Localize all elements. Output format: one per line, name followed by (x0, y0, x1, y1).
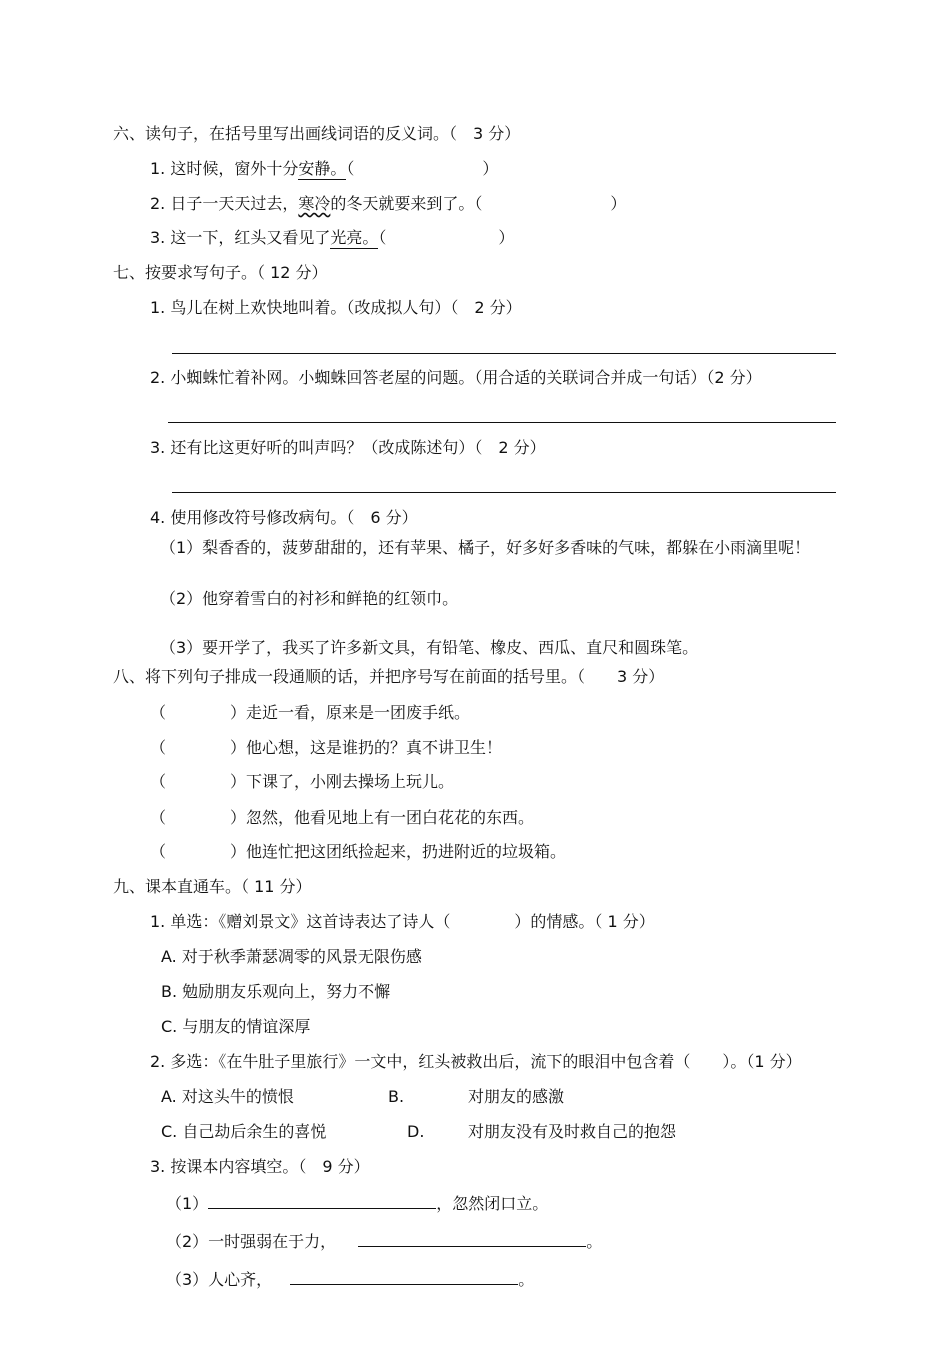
s9-question-2: 2. 多选：《在牛肚子里旅行》一文中，红头被救出后，流下的眼泪中包含着（ ）。（1 分） (150, 1052, 802, 1071)
s9-q2-option-d-letter[interactable]: D. (407, 1122, 425, 1141)
s6-question-1 (150, 159, 498, 179)
s6-q1-answer[interactable]: （ ） (346, 159, 499, 178)
s7-q3-answer-line[interactable] (172, 492, 836, 493)
s9-q1-option-c[interactable]: C. 与朋友的情谊深厚 (161, 1017, 311, 1036)
s7-question-4: 4. 使用修改符号修改病句。（ 6 分） (150, 508, 418, 527)
s9-fill-3-end: 。 (518, 1270, 535, 1289)
section-6-heading: 六、读句子，在括号里写出画线词语的反义词。（ 3 分） (113, 124, 521, 143)
s6-q1-underlined: 安静。 (298, 159, 347, 178)
s9-q2-option-c[interactable]: C. 自己劫后余生的喜悦 (161, 1122, 327, 1141)
s7-question-3: 3. 还有比这更好听的叫声吗？（改成陈述句）（ 2 分） (150, 438, 546, 457)
s9-q2-option-b-text[interactable]: 对朋友的感激 (468, 1087, 565, 1106)
s9-fill-1-text: ，忽然闭口立。 (436, 1194, 549, 1213)
s6-question-2 (150, 194, 626, 214)
section-9-heading: 九、课本直通车。（ 11 分） (113, 877, 312, 896)
s7-question-1: 1. 鸟儿在树上欢快地叫着。（改成拟人句）（ 2 分） (150, 298, 522, 317)
s7-q4-sentence-2[interactable]: （2）他穿着雪白的衬衫和鲜艳的红领巾。 (160, 589, 459, 608)
s9-question-3: 3. 按课本内容填空。（ 9 分） (150, 1157, 370, 1176)
s9-q1-option-a[interactable]: A. 对于秋季萧瑟凋零的风景无限伤感 (161, 947, 422, 966)
section-8-heading: 八、将下列句子排成一段通顺的话，并把序号写在前面的括号里。（ 3 分） (113, 667, 665, 686)
s9-q2-option-b-letter[interactable]: B. (388, 1087, 405, 1106)
s9-q2-option-a[interactable]: A. 对这头牛的愤恨 (161, 1087, 294, 1106)
s6-q2-text: 2. 日子一天天过去， (150, 194, 299, 213)
s9-fill-3 (166, 1270, 534, 1290)
s9-fill-3-blank[interactable] (290, 1270, 518, 1285)
s7-q4-sentence-1[interactable]: （1）梨香香的，菠萝甜甜的，还有苹果、橘子，好多好多香味的气味，都躲在小雨滴里呢！ (160, 538, 811, 557)
s9-fill-1-label: （1） (166, 1194, 209, 1213)
s8-item[interactable]: （ ）下课了，小刚去操场上玩儿。 (150, 772, 455, 791)
s7-question-2: 2. 小蜘蛛忙着补网。小蜘蛛回答老屋的问题。（用合适的关联词合并成一句话）（2 分） (150, 368, 762, 387)
s9-fill-2 (166, 1232, 602, 1252)
s9-fill-3-text: （3）人心齐， (166, 1270, 273, 1289)
s6-q2-underlined: 寒冷 (298, 194, 331, 213)
s6-question-3 (150, 228, 514, 248)
s7-q2-answer-line[interactable] (168, 422, 836, 423)
s9-fill-2-blank[interactable] (358, 1232, 586, 1247)
s9-fill-1 (166, 1194, 548, 1214)
s8-item[interactable]: （ ）他连忙把这团纸捡起来，扔进附近的垃圾箱。 (150, 842, 567, 861)
section-7-heading: 七、按要求写句子。（ 12 分） (113, 263, 328, 282)
s6-q3-text: 3. 这一下，红头又看见了 (150, 228, 331, 247)
s6-q3-answer[interactable]: （ ） (378, 228, 515, 247)
s7-q4-sentence-3[interactable]: （3）要开学了，我买了许多新文具，有铅笔、橡皮、西瓜、直尺和圆珠笔。 (160, 638, 699, 657)
s7-q1-answer-line[interactable] (172, 353, 836, 354)
s6-q3-underlined: 光亮。 (330, 228, 379, 247)
s8-item[interactable]: （ ）他心想，这是谁扔的？真不讲卫生！ (150, 738, 503, 757)
s9-q2-option-d-text[interactable]: 对朋友没有及时救自己的抱怨 (468, 1122, 677, 1141)
s9-question-1: 1. 单选：《赠刘景文》这首诗表达了诗人（ ）的情感。（ 1 分） (150, 912, 655, 931)
s9-fill-2-text: （2）一时强弱在于力， (166, 1232, 337, 1251)
s6-q1-text: 1. 这时候，窗外十分 (150, 159, 299, 178)
s9-fill-1-blank[interactable] (208, 1194, 436, 1209)
s8-item[interactable]: （ ）走近一看，原来是一团废手纸。 (150, 703, 471, 722)
s8-item[interactable]: （ ）忽然，他看见地上有一团白花花的东西。 (150, 808, 535, 827)
s9-q1-option-b[interactable]: B. 勉励朋友乐观向上，努力不懈 (161, 982, 391, 1001)
s6-q2-answer[interactable]: 的冬天就要来到了。（ ） (330, 194, 627, 213)
s9-fill-2-end: 。 (586, 1232, 603, 1251)
